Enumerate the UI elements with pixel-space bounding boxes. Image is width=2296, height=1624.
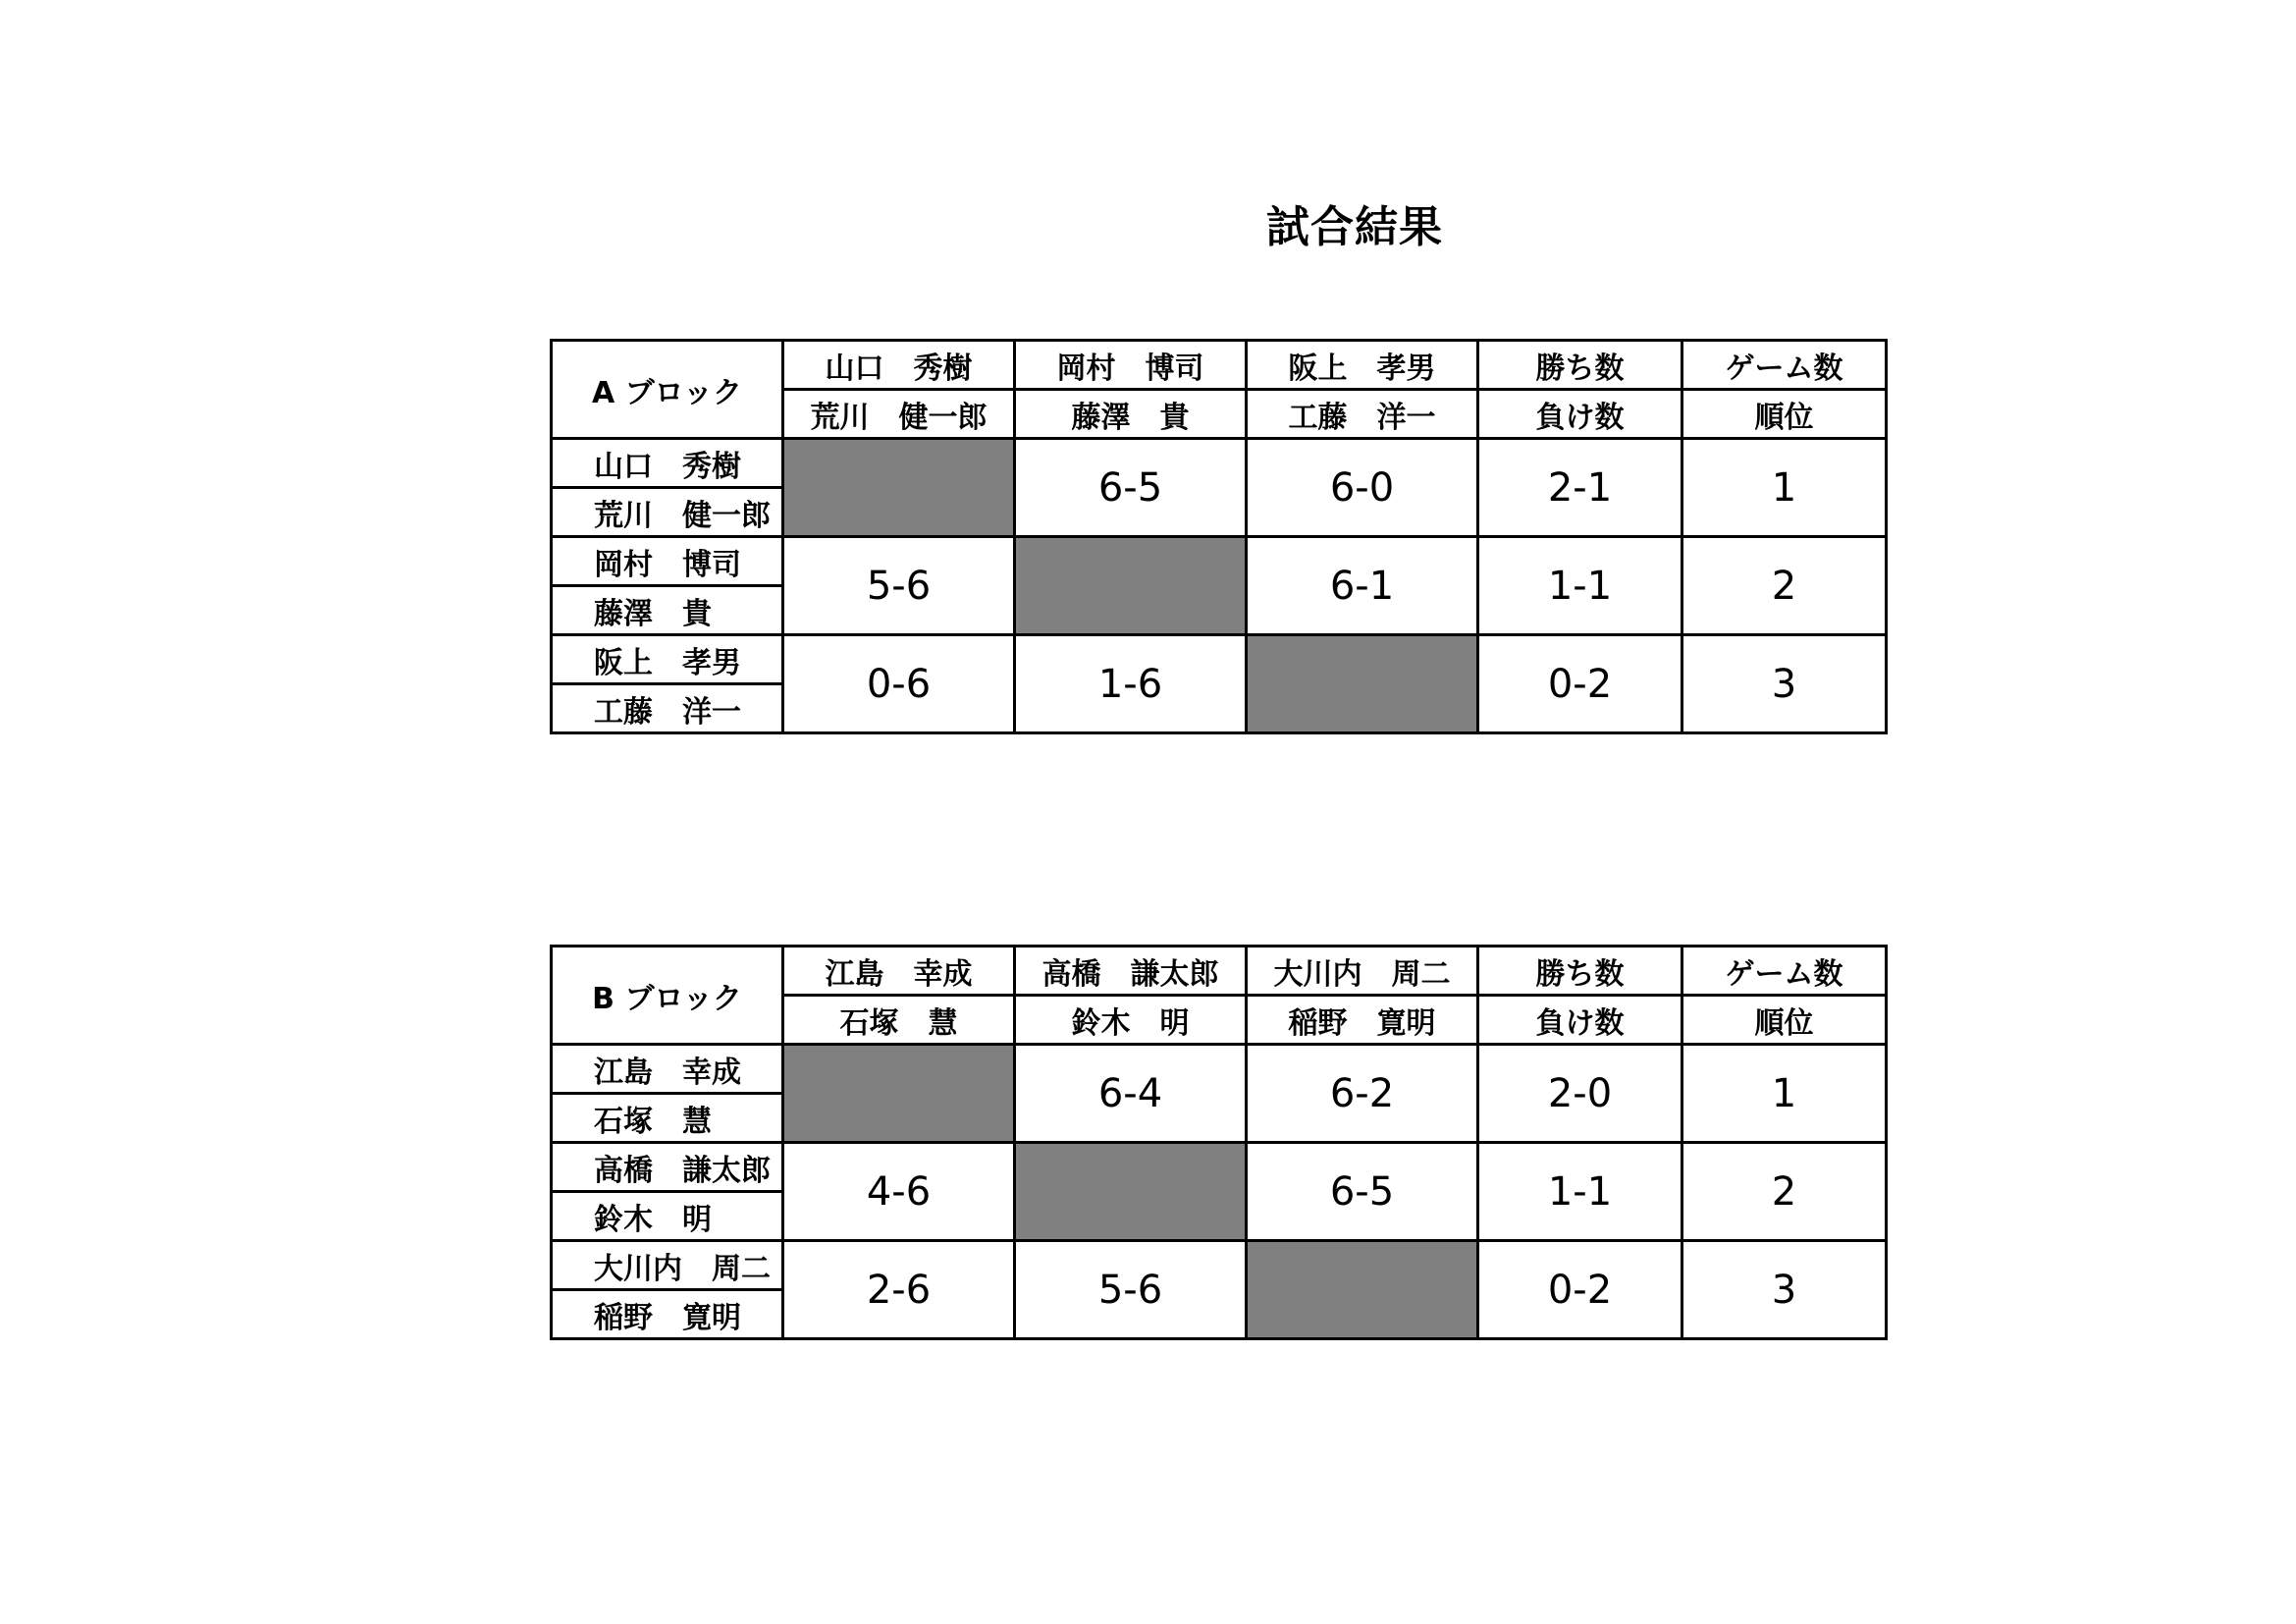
rank-cell: 3 xyxy=(1682,1241,1887,1339)
score-cell: 1-6 xyxy=(1015,635,1247,733)
score-cell: 5-6 xyxy=(1015,1241,1247,1339)
row-player-name: 岡村 博司 xyxy=(552,537,783,586)
column-player-name: 荒川 健一郎 xyxy=(783,390,1015,439)
score-cell: 6-1 xyxy=(1247,537,1478,635)
row-player-name: 稲野 寛明 xyxy=(552,1290,783,1339)
games-header: ゲーム数 xyxy=(1682,947,1887,996)
rank-cell: 3 xyxy=(1682,635,1887,733)
record-cell: 1-1 xyxy=(1478,537,1682,635)
column-player-name: 鈴木 明 xyxy=(1015,996,1247,1045)
rank-cell: 2 xyxy=(1682,537,1887,635)
losses-header: 負け数 xyxy=(1478,996,1682,1045)
block-label: B ブロック xyxy=(552,947,783,1045)
score-cell: 4-6 xyxy=(783,1143,1015,1241)
header-row-1 xyxy=(552,341,1887,390)
row-player-name: 藤澤 貴 xyxy=(552,586,783,635)
row-player-name: 山口 秀樹 xyxy=(552,439,783,488)
score-cell: 6-2 xyxy=(1247,1045,1478,1143)
table-row xyxy=(552,439,1887,488)
rank-cell: 1 xyxy=(1682,1045,1887,1143)
rank-header: 順位 xyxy=(1682,390,1887,439)
table-row xyxy=(552,1241,1887,1290)
losses-header: 負け数 xyxy=(1478,390,1682,439)
wins-header: 勝ち数 xyxy=(1478,947,1682,996)
score-cell: 5-6 xyxy=(783,537,1015,635)
table-row xyxy=(552,1045,1887,1094)
score-cell: 6-4 xyxy=(1015,1045,1247,1143)
column-player-name: 石塚 慧 xyxy=(783,996,1015,1045)
self-match-cell xyxy=(1015,1143,1247,1241)
self-match-cell xyxy=(1015,537,1247,635)
row-player-name: 荒川 健一郎 xyxy=(552,488,783,537)
block-label: A ブロック xyxy=(552,341,783,439)
column-player-name: 阪上 孝男 xyxy=(1247,341,1478,390)
column-player-name: 稲野 寛明 xyxy=(1247,996,1478,1045)
column-player-name: 山口 秀樹 xyxy=(783,341,1015,390)
row-player-name: 大川内 周二 xyxy=(552,1241,783,1290)
self-match-cell xyxy=(783,439,1015,537)
record-cell: 1-1 xyxy=(1478,1143,1682,1241)
column-player-name: 江島 幸成 xyxy=(783,947,1015,996)
row-player-name: 工藤 洋一 xyxy=(552,684,783,733)
record-cell: 0-2 xyxy=(1478,1241,1682,1339)
score-cell: 6-5 xyxy=(1247,1143,1478,1241)
games-header: ゲーム数 xyxy=(1682,341,1887,390)
score-cell: 6-5 xyxy=(1015,439,1247,537)
column-player-name: 工藤 洋一 xyxy=(1247,390,1478,439)
row-player-name: 阪上 孝男 xyxy=(552,635,783,684)
table-row xyxy=(552,635,1887,684)
score-cell: 2-6 xyxy=(783,1241,1015,1339)
self-match-cell xyxy=(1247,635,1478,733)
record-cell: 0-2 xyxy=(1478,635,1682,733)
column-player-name: 高橋 謙太郎 xyxy=(1015,947,1247,996)
header-row-1 xyxy=(552,947,1887,996)
column-player-name: 大川内 周二 xyxy=(1247,947,1478,996)
row-player-name: 鈴木 明 xyxy=(552,1192,783,1241)
rank-cell: 1 xyxy=(1682,439,1887,537)
table-row xyxy=(552,537,1887,586)
block-b-table xyxy=(550,945,1888,1340)
column-player-name: 岡村 博司 xyxy=(1015,341,1247,390)
record-cell: 2-0 xyxy=(1478,1045,1682,1143)
column-player-name: 藤澤 貴 xyxy=(1015,390,1247,439)
table-row xyxy=(552,1143,1887,1192)
rank-cell: 2 xyxy=(1682,1143,1887,1241)
record-cell: 2-1 xyxy=(1478,439,1682,537)
wins-header: 勝ち数 xyxy=(1478,341,1682,390)
row-player-name: 江島 幸成 xyxy=(552,1045,783,1094)
score-cell: 0-6 xyxy=(783,635,1015,733)
rank-header: 順位 xyxy=(1682,996,1887,1045)
row-player-name: 高橋 謙太郎 xyxy=(552,1143,783,1192)
block-a-table xyxy=(550,339,1888,734)
score-cell: 6-0 xyxy=(1247,439,1478,537)
row-player-name: 石塚 慧 xyxy=(552,1094,783,1143)
self-match-cell xyxy=(783,1045,1015,1143)
self-match-cell xyxy=(1247,1241,1478,1339)
page-title: 試合結果 xyxy=(1266,202,1443,252)
